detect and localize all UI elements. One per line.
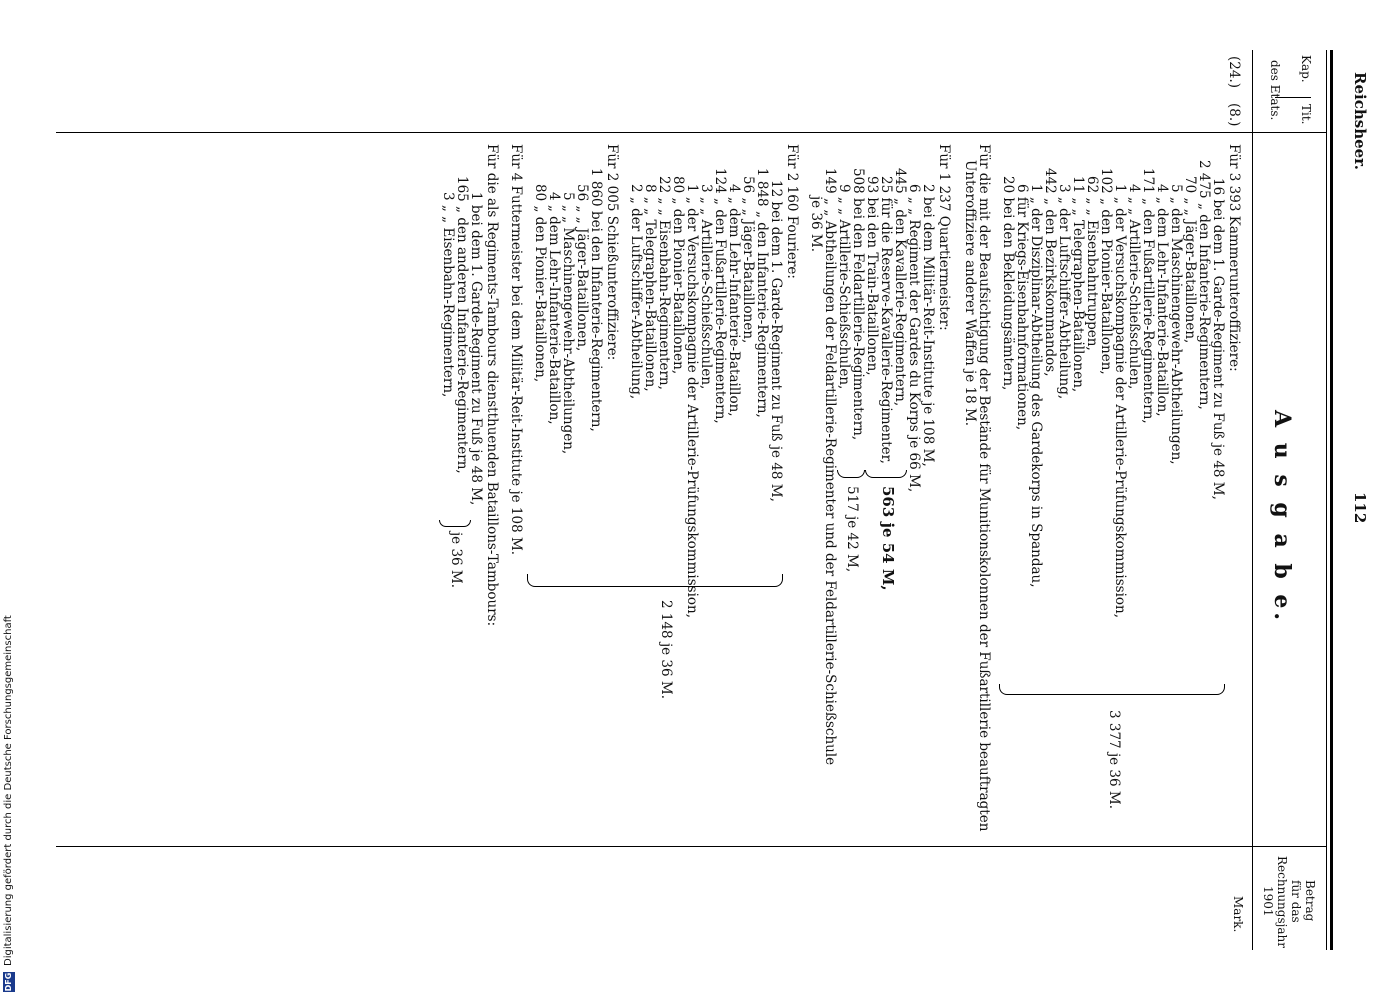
list-item: 6 „ „ Regiment der Gardes du Korps je 66 M, bbox=[906, 184, 922, 493]
list-item: Für die als Regiments-Tambours dienstthuenden Bataillons-Tambours: bbox=[484, 144, 500, 627]
list-item: 165 „ den anderen Infanterie-Regimentern, bbox=[454, 176, 470, 474]
list-item: 442 „ den Bezirkskommandos, bbox=[1042, 168, 1058, 377]
list-item: 80 „ den Pionier-Bataillonen, bbox=[532, 184, 548, 383]
list-item: 4 „ dem Lehr-Infanterie-Bataillon, bbox=[546, 192, 562, 425]
list-item: 1 „ der Versuchskompagnie der Artillerie-Prüfungskommission, bbox=[684, 184, 700, 619]
list-item: 5 „ den Maschinengewehr-Abtheilungen, bbox=[1168, 184, 1184, 465]
list-item: 1 848 „ den Infanterie-Regimentern, bbox=[754, 168, 770, 418]
list-item: 1 „ der Disziplinar-Abtheilung des Gardekorps in Spandau, bbox=[1028, 184, 1044, 588]
list-item: 149 „ „ Abtheilungen der Feldartillerie-Regimenter und der Feldartillerie-Schießschule bbox=[822, 168, 838, 766]
list-item: Für 3 393 Kammerunteroffiziere: bbox=[1226, 144, 1242, 372]
list-item: 20 bei den Bekleidungsämtern, bbox=[1000, 176, 1016, 391]
des-etats-label: des Etats. bbox=[1268, 60, 1282, 121]
betrag-line3: Rechnungsjahr bbox=[1275, 856, 1289, 948]
top-rule-thick bbox=[1330, 50, 1333, 950]
list-item: 70 „ „ Jäger-Bataillonen, bbox=[1182, 176, 1198, 344]
list-item: Für 1 237 Quartiermeister: bbox=[936, 144, 952, 331]
tit-ref: (8.) bbox=[1226, 103, 1242, 127]
list-item: 171 „ den Fußartillerie-Regimentern, bbox=[1140, 168, 1156, 424]
list-item: 62 „ „ Eisenbahntruppen, bbox=[1084, 176, 1100, 351]
list-item: 8 „ „ Telegraphen-Bataillonen, bbox=[642, 184, 658, 392]
brace bbox=[999, 684, 1225, 695]
section-title: Reichsheer. bbox=[1351, 72, 1369, 170]
list-item: Für 2 160 Fouriere: bbox=[784, 144, 800, 279]
list-item: 1 „ der Versuchskompagnie der Artillerie-Prüfungskommission, bbox=[1112, 184, 1128, 619]
top-rule-thin bbox=[1326, 50, 1327, 950]
fouriere-schiess-total: 2 148 je 36 M. bbox=[658, 600, 674, 699]
brace bbox=[865, 470, 907, 478]
list-item: Unteroffiziere anderer Waffen je 18 M. bbox=[962, 160, 978, 427]
kap-ref: (24.) bbox=[1226, 56, 1242, 89]
list-item: 3 „ „ Eisenbahn-Regimentern, bbox=[440, 192, 456, 398]
betrag-line4: 1901 bbox=[1261, 886, 1275, 917]
page-heading: A u s g a b e. bbox=[1269, 410, 1295, 625]
list-item: 508 bei den Feldartillerie-Regimentern, bbox=[850, 168, 866, 441]
list-item: 12 bei dem 1. Garde-Regiment zu Fuß je 48 M, bbox=[768, 180, 784, 502]
list-item: 3 „ der Luftschiffer-Abtheilung, bbox=[1056, 184, 1072, 400]
left-column-border bbox=[56, 132, 1326, 133]
quartier-subtotal-563: 563 je 54 M, bbox=[879, 486, 897, 591]
right-column-border bbox=[56, 846, 1326, 847]
list-item: 102 „ den Pionier-Bataillonen, bbox=[1098, 168, 1114, 375]
list-item: 56 „ „ Jäger-Bataillonen, bbox=[574, 184, 590, 352]
list-item: 1 bei dem 1. Garde-Regiment zu Fuß je 48 M, bbox=[468, 192, 484, 506]
header-bottom-rule bbox=[1252, 50, 1253, 950]
list-item: 80 „ den Pionier-Bataillonen, bbox=[670, 176, 686, 375]
list-item: 5 „ „ Maschinengewehr-Abtheilungen, bbox=[560, 192, 576, 455]
kap-label: Kap. bbox=[1299, 55, 1313, 83]
list-item: 22 „ „ Eisenbahn-Regimentern, bbox=[656, 176, 672, 390]
list-item: Für 4 Futtermeister bei dem Militär-Reit-Institute je 108 M. bbox=[508, 144, 524, 556]
tambour-total: je 36 M. bbox=[448, 532, 464, 589]
list-item: 2 bei dem Militär-Reit-Institute je 108 M, bbox=[920, 184, 936, 467]
betrag-line2: für das bbox=[1289, 880, 1303, 923]
list-item: 124 „ den Fußartillerie-Regimentern, bbox=[712, 168, 728, 424]
list-item: je 36 M. bbox=[808, 196, 824, 253]
list-item: 56 „ „ Jäger-Bataillonen, bbox=[740, 176, 756, 344]
list-item: 93 bei den Train-Bataillonen, bbox=[864, 176, 880, 376]
kammer-total: 3 377 je 36 M. bbox=[1106, 710, 1122, 809]
brace bbox=[837, 470, 865, 478]
list-item: 6 für Kriegs-Eisenbahnformationen, bbox=[1014, 184, 1030, 431]
list-item: 2 „ der Luftschiffer-Abtheilung, bbox=[628, 184, 644, 400]
page-number: 112 bbox=[1351, 492, 1369, 524]
list-item: Für die mit der Beaufsichtigung der Bestände für Munitionskolonnen der Fußartillerie beauftragten bbox=[976, 144, 992, 832]
list-item: 16 bei dem 1. Garde-Regiment zu Fuß je 48 M, bbox=[1210, 178, 1226, 500]
tit-label: Tit. bbox=[1299, 104, 1313, 125]
list-item: 1 860 bei den Infanterie-Regimentern, bbox=[588, 168, 604, 432]
list-item: 11 „ „ Telegraphen-Bataillonen, bbox=[1070, 176, 1086, 393]
brace bbox=[439, 520, 471, 527]
credit-text: Digitalisierung gefördert durch die Deutsche Forschungsgemeinschaft bbox=[3, 615, 14, 966]
list-item: 2 475 „ den Infanterie-Regimentern, bbox=[1196, 160, 1212, 410]
brace bbox=[527, 574, 783, 587]
mark-unit: Mark. bbox=[1231, 896, 1245, 933]
quartier-subtotal-517: 517 je 42 M, bbox=[844, 486, 860, 573]
betrag-line1: Betrag bbox=[1303, 880, 1317, 922]
list-item: 445 „ den Kavallerie-Regimentern, bbox=[892, 168, 908, 407]
list-item: 25 für die Reserve-Kavallerie-Regimenter, bbox=[878, 176, 894, 464]
list-item: 4 „ dem Lehr-Infanterie-Bataillon, bbox=[1154, 184, 1170, 417]
dfg-logo: DFG bbox=[4, 972, 13, 992]
list-item: 4 „ „ Artillerie-Schießschulen, bbox=[1126, 184, 1142, 390]
list-item: 4 „ dem Lehr-Infanterie-Bataillon, bbox=[726, 184, 742, 417]
list-item: 3 „ „ Artillerie-Schießschulen, bbox=[698, 184, 714, 390]
list-item: 9 „ „ Artillerie-Schießschulen, bbox=[836, 184, 852, 390]
list-item: Für 2 005 Schießunteroffiziere: bbox=[604, 144, 620, 361]
digitization-credit bbox=[0, 0, 18, 1000]
